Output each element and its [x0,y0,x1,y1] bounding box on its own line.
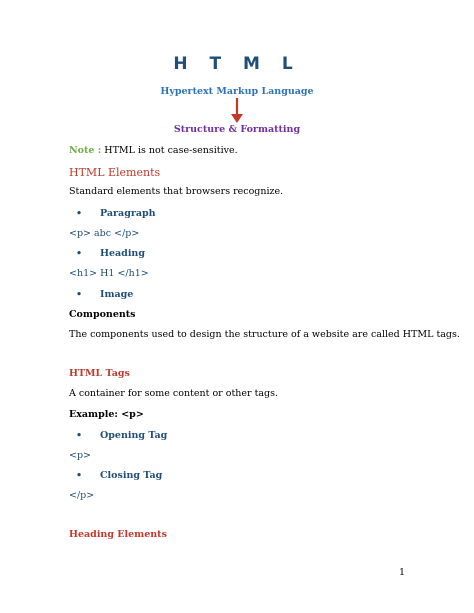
document-subtitle: Hypertext Markup Language [160,86,314,97]
note-label: Note : [69,145,102,156]
code-example: <p> abc </p> [69,228,140,239]
html-tags-example: Example: <p> [69,409,144,420]
list-item [76,248,145,259]
components-heading: Components [69,309,136,320]
html-elements-heading: HTML Elements [69,166,161,179]
bullet-icon: • [76,208,83,219]
list-item-label: Paragraph [100,208,156,219]
down-arrow-icon [230,98,244,124]
list-item [76,208,156,219]
html-tags-description: A container for some content or other tags. [69,388,279,399]
note-text: HTML is not case-sensitive. [101,145,238,156]
list-item-label: Image [100,289,134,300]
components-text: The components used to design the structure of a website are called HTML tags. [69,329,460,340]
note-line [69,145,238,156]
document-title: H T M L [173,54,301,74]
html-tags-heading: HTML Tags [69,368,130,379]
heading-elements-heading: Heading Elements [69,529,167,540]
html-elements-description: Standard elements that browsers recognize. [69,186,284,197]
structure-label: Structure & Formatting [173,124,301,135]
page-number: 1 [399,567,406,578]
code-example: <p> [69,450,92,461]
code-example: <h1> H1 </h1> [69,268,149,279]
list-item-label: Opening Tag [100,430,168,441]
bullet-icon: • [76,430,83,441]
bullet-icon: • [76,289,83,300]
list-item [76,430,167,441]
code-example: </p> [69,490,95,501]
list-item-label: Heading [100,248,145,259]
list-item [76,470,162,481]
list-item-label: Closing Tag [100,470,163,481]
bullet-icon: • [76,470,83,481]
bullet-icon: • [76,248,83,259]
list-item [76,289,133,300]
